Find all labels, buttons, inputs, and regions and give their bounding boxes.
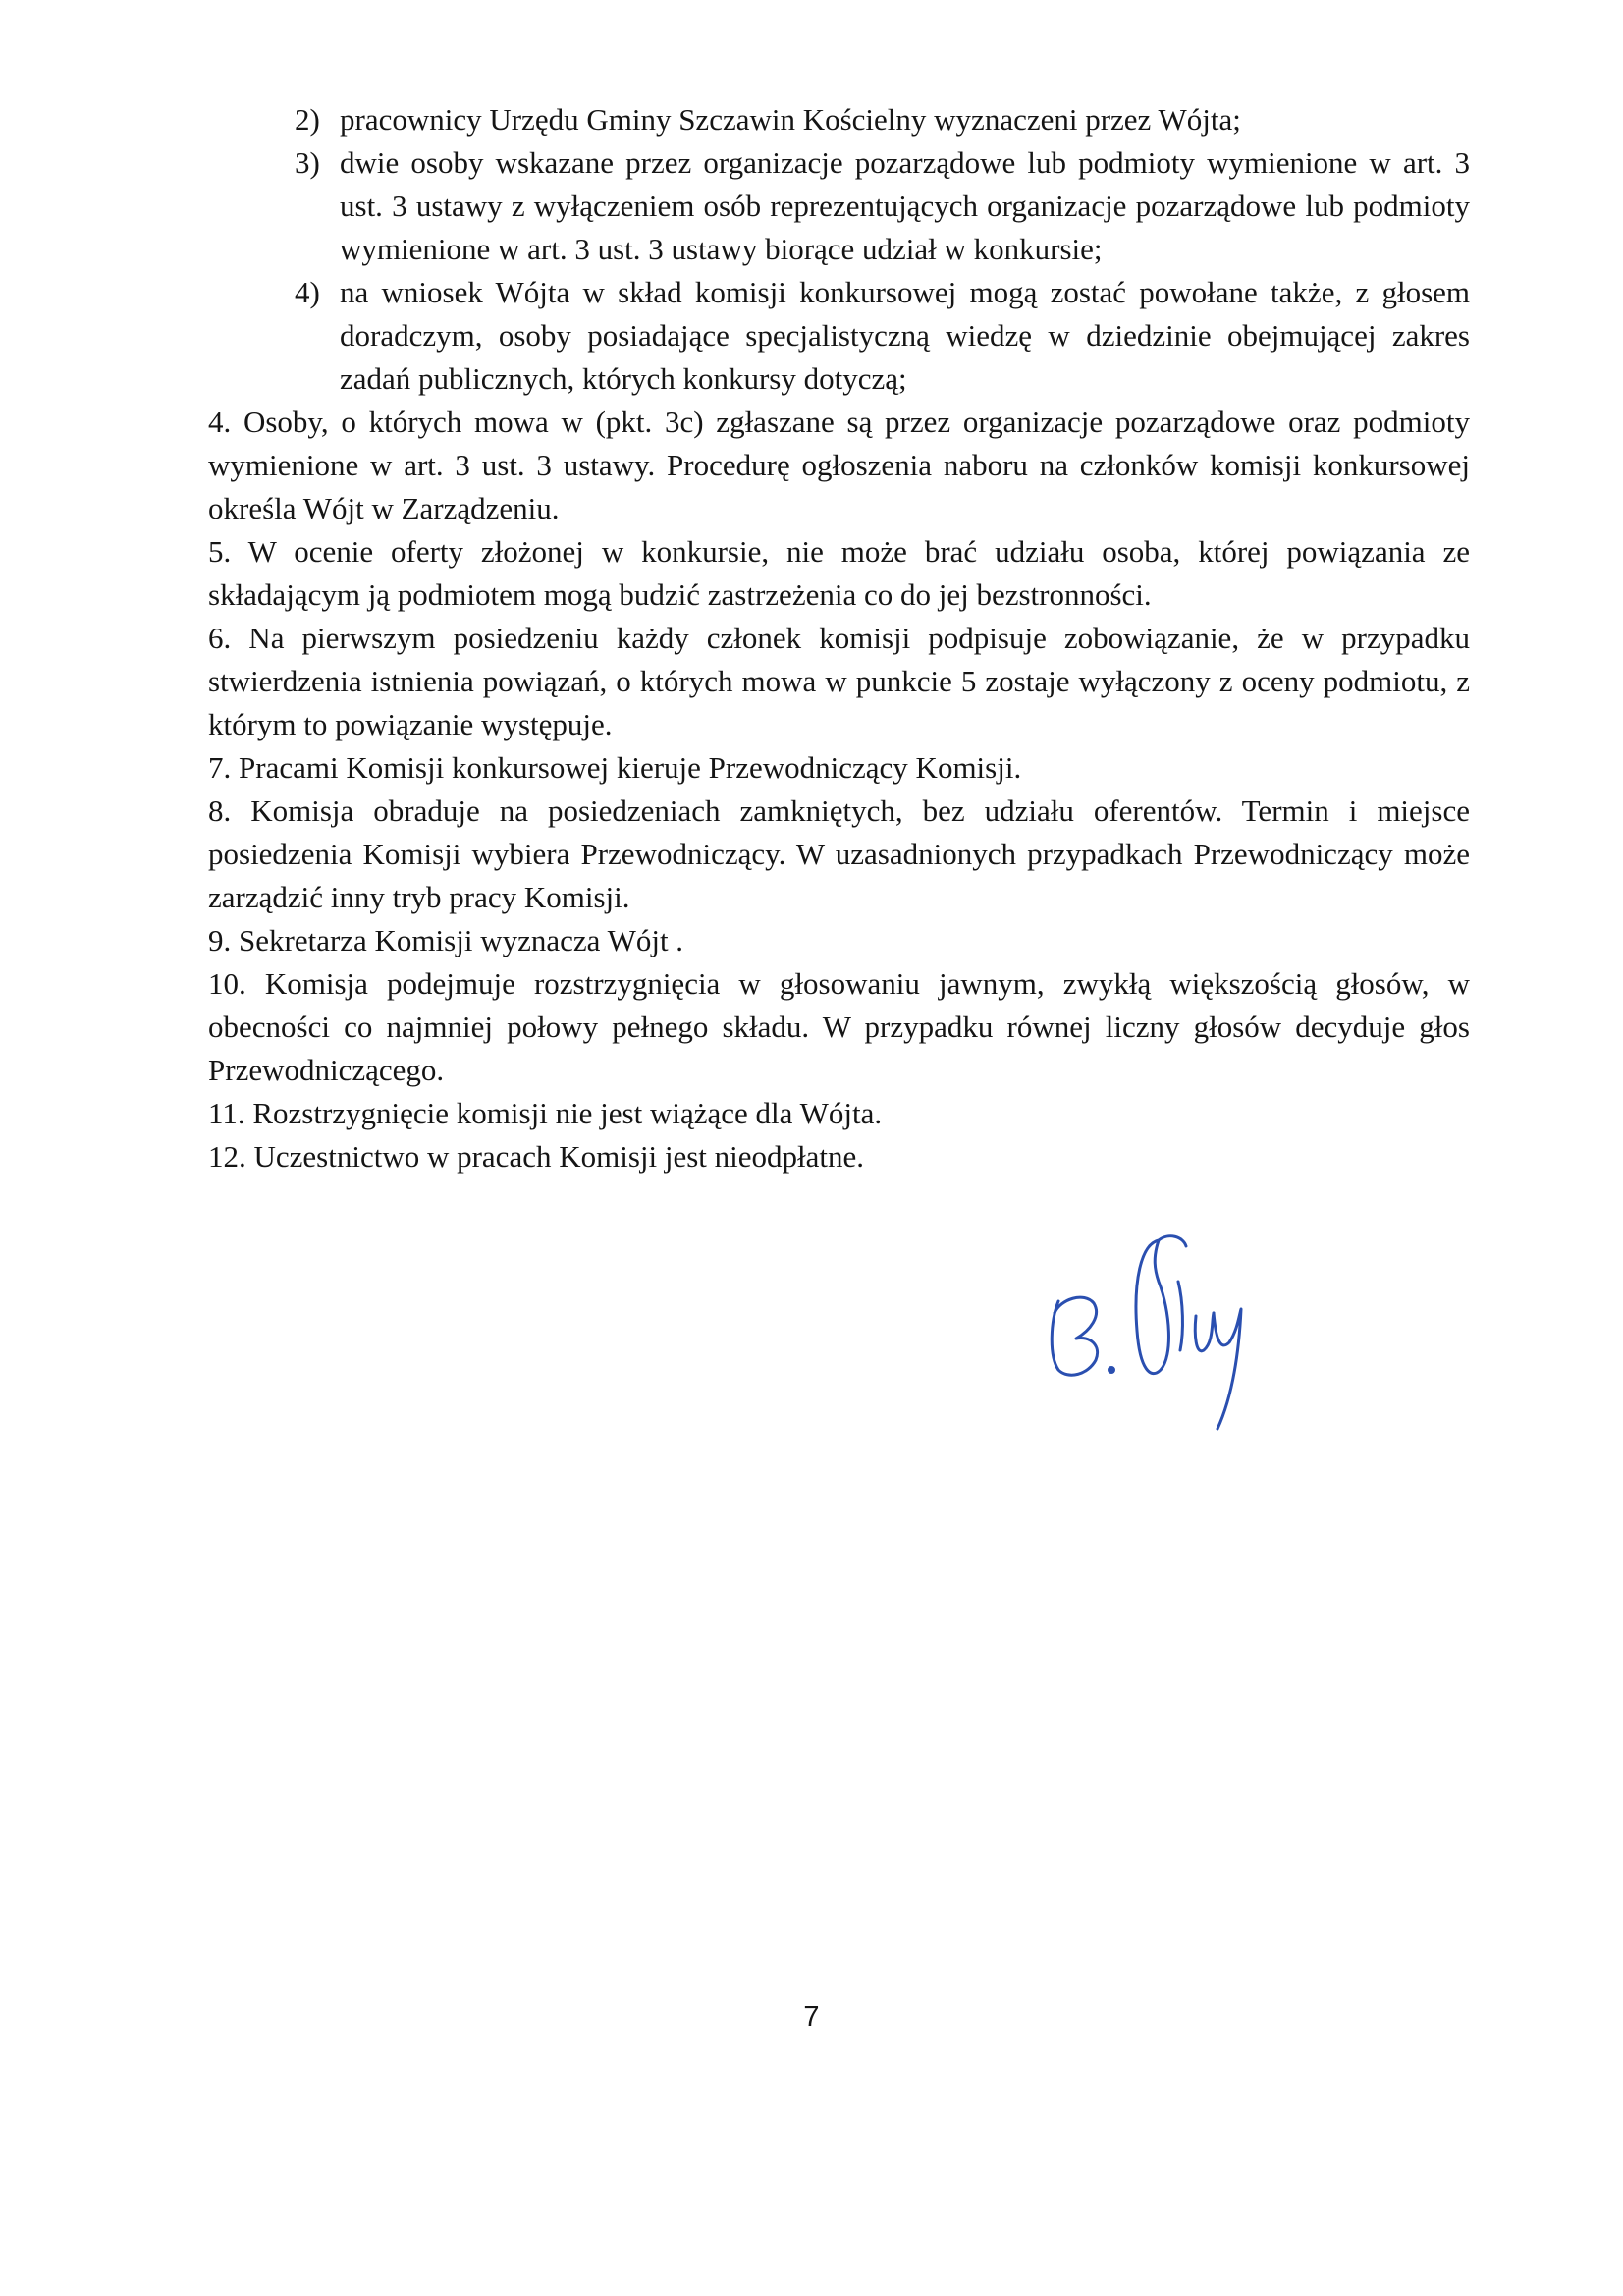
- list-item: [295, 98, 1470, 141]
- list-item: [295, 271, 1470, 401]
- paragraph-4: 4. Osoby, o których mowa w (pkt. 3c) zgłaszane są przez organizacje pozarządowe oraz podmioty wymienione w art. 3 ust. 3 ustawy. Procedurę ogłoszenia naboru na członków komisji konkursowej określa Wójt w Zarządzeniu.: [208, 405, 1470, 525]
- item-text: na wniosek Wójta w skład komisji konkursowej mogą zostać powołane także, z głosem doradczym, osoby posiadające specjalistyczną wiedzę w dziedzinie obejmującej zakres zadań publicznych, których konkursy dotyczą;: [340, 275, 1470, 396]
- paragraph-8: 8. Komisja obraduje na posiedzeniach zamkniętych, bez udziału oferentów. Termin i miejsce posiedzenia Komisji wybiera Przewodniczący. W uzasadnionych przypadkach Przewodniczący może zarządzić inny tryb pracy Komisji.: [208, 793, 1470, 914]
- item-number: 4): [295, 275, 320, 309]
- page-number: 7: [803, 2001, 820, 2033]
- list-item: [295, 141, 1470, 271]
- item-text: dwie osoby wskazane przez organizacje pozarządowe lub podmioty wymienione w art. 3 ust. 3 ustawy z wyłączeniem osób reprezentujących organizacje pozarządowe lub podmioty wymienione w art. 3 ust. 3 ustawy biorące udział w konkursie;: [340, 145, 1470, 266]
- paragraph-7: 7. Pracami Komisji konkursowej kieruje Przewodniczący Komisji.: [208, 750, 1022, 785]
- item-number: 2): [295, 102, 320, 137]
- paragraph-9: 9. Sekretarza Komisji wyznacza Wójt .: [208, 923, 684, 957]
- paragraph-6: 6. Na pierwszym posiedzeniu każdy członek komisji podpisuje zobowiązanie, że w przypadku stwierdzenia istnienia powiązań, o których mowa w punkcie 5 zostaje wyłączony z oceny podmiotu, z którym to powiązanie występuje.: [208, 621, 1470, 741]
- item-number: 3): [295, 145, 320, 180]
- paragraph-5: 5. W ocenie oferty złożonej w konkursie, nie może brać udziału osoba, której powiązania ze składającym ją podmiotem mogą budzić zastrzeżenia co do jej bezstronności.: [208, 534, 1470, 612]
- handwritten-signature: [1011, 1223, 1335, 1439]
- paragraph-12: 12. Uczestnictwo w pracach Komisji jest nieodpłatne.: [208, 1139, 865, 1174]
- paragraph-11: 11. Rozstrzygnięcie komisji nie jest wiążące dla Wójta.: [208, 1096, 883, 1130]
- item-text: pracownicy Urzędu Gminy Szczawin Kościelny wyznaczeni przez Wójta;: [340, 102, 1241, 137]
- document-body: [208, 98, 1470, 1178]
- paragraph-10: 10. Komisja podejmuje rozstrzygnięcia w głosowaniu jawnym, zwykłą większością głosów, w obecności co najmniej połowy pełnego składu. W przypadku równej liczny głosów decyduje głos Przewodniczącego.: [208, 966, 1470, 1087]
